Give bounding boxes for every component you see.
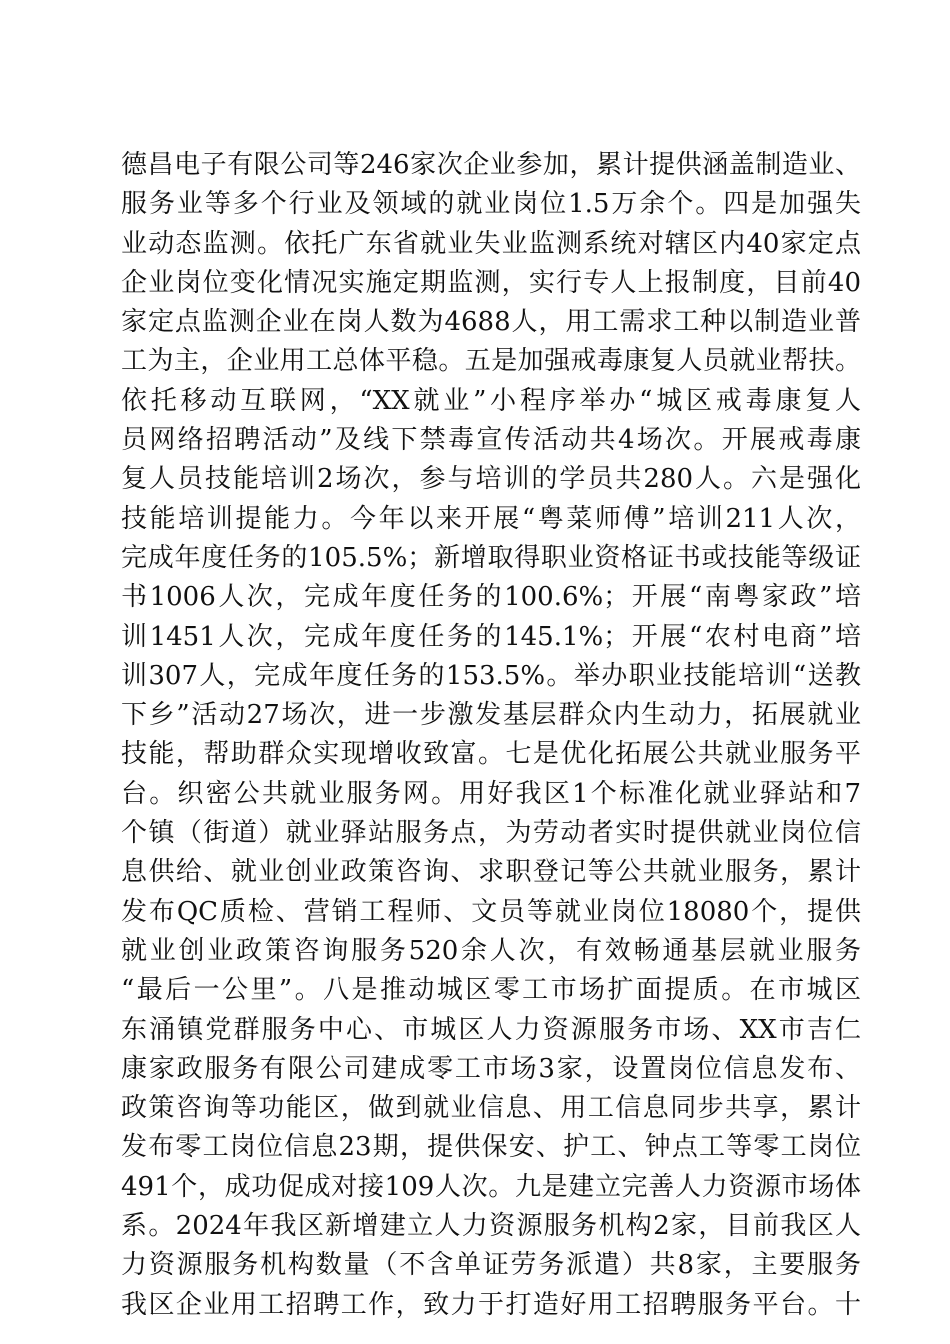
text-line: 康家政服务有限公司建成零工市场3家，设置岗位信息发布、 bbox=[121, 1053, 861, 1084]
text-line: 政策咨询等功能区，做到就业信息、用工信息同步共享，累计 bbox=[121, 1093, 861, 1124]
text-line: 工为主，企业用工总体平稳。五是加强戒毒康复人员就业帮扶。 bbox=[121, 346, 861, 377]
text-line: 训1451人次，完成年度任务的145.1%；开展“农村电商”培 bbox=[121, 621, 861, 652]
text-line: 技能，帮助群众实现增收致富。七是优化拓展公共就业服务平 bbox=[121, 739, 861, 770]
text-line: 员网络招聘活动”及线下禁毒宣传活动共4场次。开展戒毒康 bbox=[121, 425, 861, 456]
text-line: 德昌电子有限公司等246家次企业参加，累计提供涵盖制造业、 bbox=[121, 150, 861, 180]
text-line: 复人员技能培训2场次，参与培训的学员共280人。六是强化 bbox=[121, 464, 861, 495]
text-line: 息供给、就业创业政策咨询、求职登记等公共就业服务，累计 bbox=[121, 857, 861, 888]
text-line: 家定点监测企业在岗人数为4688人，用工需求工种以制造业普 bbox=[121, 307, 861, 338]
text-line: 491个，成功促成对接109人次。九是建立完善人力资源市场体 bbox=[121, 1171, 861, 1202]
text-line: 企业岗位变化情况实施定期监测，实行专人上报制度，目前40 bbox=[121, 267, 861, 298]
text-line: 东涌镇党群服务中心、市城区人力资源服务市场、XX市吉仁 bbox=[121, 1014, 861, 1045]
text-line: 服务业等多个行业及领域的就业岗位1.5万余个。四是加强失 bbox=[121, 189, 861, 220]
text-line: 就业创业政策咨询服务520余人次，有效畅通基层就业服务 bbox=[121, 935, 861, 966]
text-line: 书1006人次，完成年度任务的100.6%；开展“南粤家政”培 bbox=[121, 582, 861, 613]
text-line: 业动态监测。依托广东省就业失业监测系统对辖区内40家定点 bbox=[121, 228, 861, 259]
text-line: 训307人，完成年度任务的153.5%。举办职业技能培训“送教 bbox=[121, 660, 861, 691]
text-line: 发布QC质检、营销工程师、文员等就业岗位18080个，提供 bbox=[121, 896, 861, 927]
body-text bbox=[121, 146, 861, 1325]
text-line: 力资源服务机构数量（不含单证劳务派遣）共8家，主要服务 bbox=[121, 1250, 861, 1281]
text-line: “最后一公里”。八是推动城区零工市场扩面提质。在市城区 bbox=[121, 975, 861, 1006]
text-line: 下乡”活动27场次，进一步激发基层群众内生动力，拓展就业 bbox=[121, 700, 861, 731]
text-line: 发布零工岗位信息23期，提供保安、护工、钟点工等零工岗位 bbox=[121, 1132, 861, 1163]
text-line: 系。2024年我区新增建立人力资源服务机构2家，目前我区人 bbox=[121, 1211, 861, 1242]
text-line: 我区企业用工招聘工作，致力于打造好用工招聘服务平台。十 bbox=[121, 1289, 861, 1320]
text-line: 个镇（街道）就业驿站服务点，为劳动者实时提供就业岗位信 bbox=[121, 818, 861, 849]
text-line: 依托移动互联网，“XX就业”小程序举办“城区戒毒康复人 bbox=[121, 385, 861, 416]
text-line: 技能培训提能力。今年以来开展“粤菜师傅”培训211人次， bbox=[121, 503, 861, 534]
text-line: 完成年度任务的105.5%；新增取得职业资格证书或技能等级证 bbox=[121, 542, 861, 573]
text-line: 台。织密公共就业服务网。用好我区1个标准化就业驿站和7 bbox=[121, 778, 861, 809]
